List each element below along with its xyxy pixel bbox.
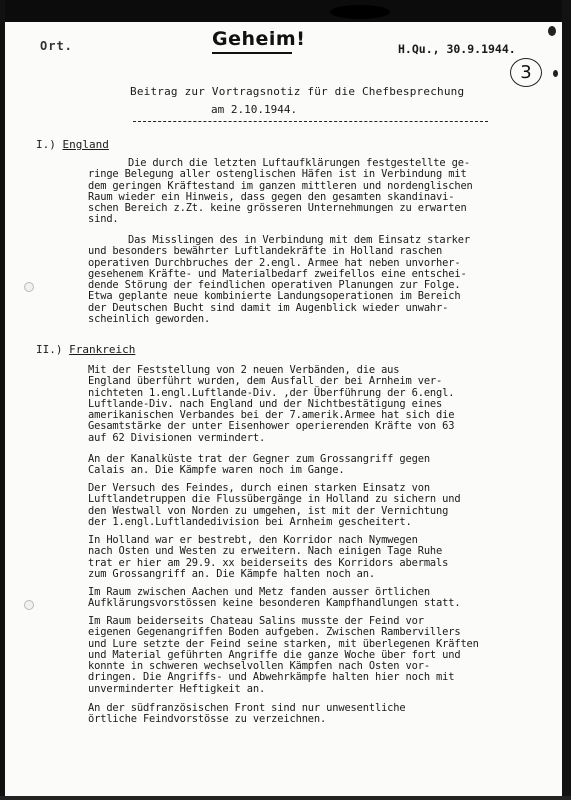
paragraph: Im Raum zwischen Aachen und Metz fanden ausser örtlichen Aufklärungsvorstössen keine besonderen Kampfhandlungen statt. xyxy=(88,586,461,610)
scan-speck xyxy=(330,5,390,19)
classification-underline xyxy=(212,52,292,54)
title-rule xyxy=(133,121,488,122)
classification-stamp: Geheim! xyxy=(212,28,306,50)
page-number: 3 xyxy=(510,58,542,87)
scan-edge-right xyxy=(562,0,571,800)
punch-hole xyxy=(24,600,34,610)
paragraph: Im Raum beiderseits Chateau Salins musste der Feind vor eigenen Gegenangriffen Boden aufgeben. Zwischen Rambervillers und Lure setzte der Feind seine starken, mit überlegenen Kräften und Material geführten Angriffe die ganze Woche über fort und konnte in schweren wechselvollen Kämpfen nach Osten vor- dringen. Die Angriffs- und Abwehrkämpfe halten hier noch mit unverminderter Heftigkeit an. xyxy=(88,615,479,695)
paragraph: An der südfranzösischen Front sind nur unwesentliche örtliche Feindvorstösse zu verzeichnen. xyxy=(88,702,406,726)
paragraph: Die durch die letzten Luftaufklärungen festgestellte ge- ringe Belegung aller ostenglischen Häfen ist in Verbindung mit dem geringen Kräftestand im ganzen mittleren und nordenglischen Raum wieder ein Hinweis, dass gegen den gesamten skandinavi- schen Bereich z.Zt. keine grösseren Unternehmungen zu erwarten sind. xyxy=(88,157,473,226)
scan-edge-left xyxy=(0,0,5,800)
section-title: England xyxy=(62,138,109,151)
section-heading-frankreich xyxy=(36,343,135,356)
punch-hole xyxy=(24,282,34,292)
scan-speck xyxy=(548,26,556,36)
paragraph: In Holland war er bestrebt, den Korridor nach Nymwegen nach Osten und Westen zu erweitern. Nach einigen Tage Ruhe trat er hier am 29.9. xx beiderseits des Korridors abermals zum Grossangriff an. Die Kämpfe halten noch an. xyxy=(88,534,449,580)
paragraph: Der Versuch des Feindes, durch einen starken Einsatz von Luftlandetruppen die Flussübergänge in Holland zu sichern und den Westwall von Norden zu umgehen, ist mit der Vernichtung der 1.engl.Luftlandedivision bei Arnheim gescheitert. xyxy=(88,482,461,528)
scan-edge-top xyxy=(0,0,571,22)
section-heading-england xyxy=(36,138,109,151)
scan-edge-bottom xyxy=(0,796,571,800)
scan-speck xyxy=(553,70,558,77)
paragraph: An der Kanalküste trat der Gegner zum Grossangriff gegen Calais an. Die Kämpfe waren noch im Gange. xyxy=(88,453,430,477)
section-number: II.) xyxy=(36,343,63,356)
place-date: H.Qu., 30.9.1944. xyxy=(398,42,516,56)
paragraph: Mit der Feststellung von 2 neuen Verbänden, die aus England überführt wurden, dem Ausfall der bei Arnheim ver- nichteten 1.engl.Luftlande-Div. ,der Überführung der 6.engl. Luftlande-Div. nach England und der Nichtbestätigung eines amerikanischen Verbandes bei der 7.amerik.Armee hat sich die Gesamtstärke der unter Eisenhower operierenden Kräfte von 63 auf 62 Divisionen vermindert. xyxy=(88,364,455,444)
paragraph: Das Misslingen des in Verbindung mit dem Einsatz starker und besonders bewährter Luftlandekräfte in Holland raschen operativen Durchbruches der 2.engl. Armee hat neben unvorher- gesehenem Kräfte- und Materialbedarf zweifellos eine entschei- dende Störung der feindlichen operativen Planungen zur Folge. Etwa geplante neue kombinierte Landungsoperationen im Bereich der Deutschen Bucht sind damit im Augenblick wieder unwahr- scheinlich geworden. xyxy=(88,234,470,326)
section-title: Frankreich xyxy=(69,343,136,356)
document-title: Beitrag zur Vortragsnotiz für die Chefbesprechung xyxy=(130,85,465,98)
document-title-date: am 2.10.1944. xyxy=(211,103,298,116)
document-reference: Ort. xyxy=(40,39,73,53)
section-number: I.) xyxy=(36,138,56,151)
